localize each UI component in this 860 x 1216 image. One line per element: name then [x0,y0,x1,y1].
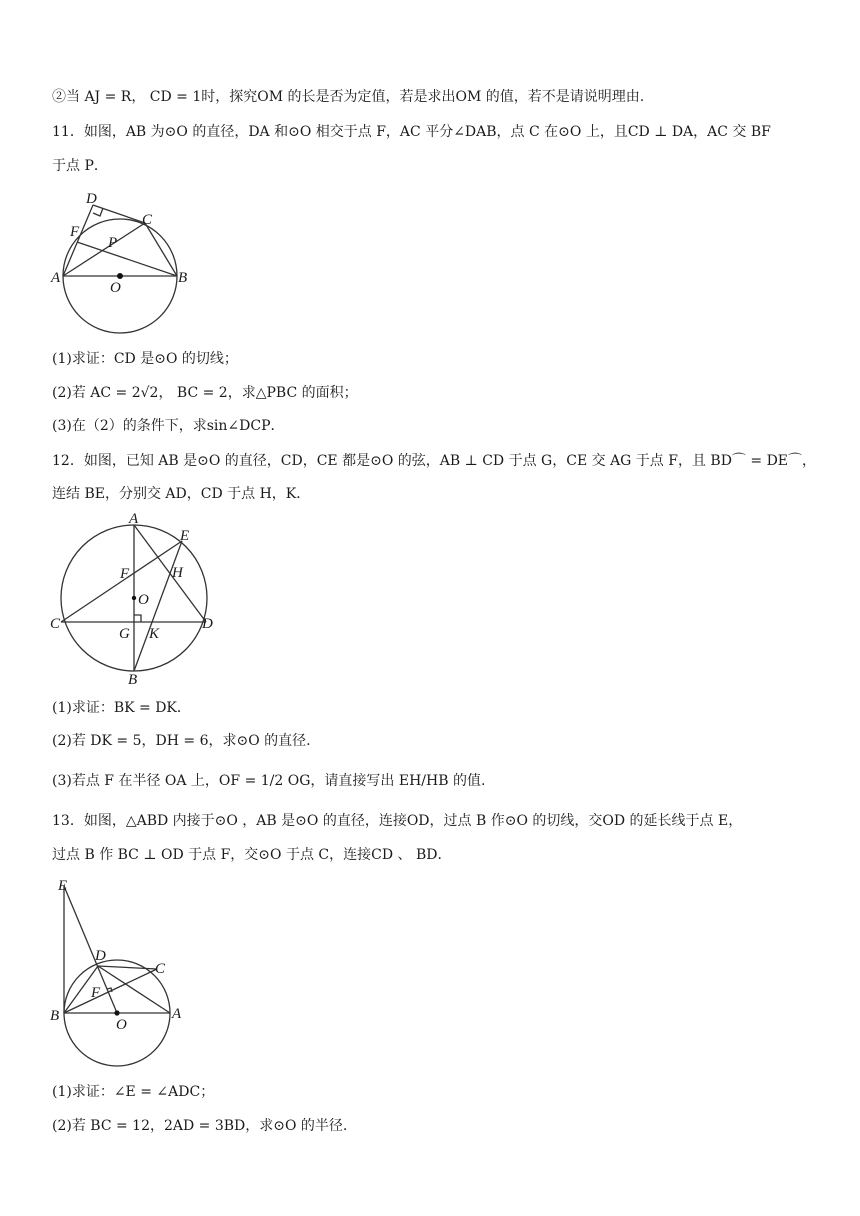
fig12-label-C: C [50,616,61,632]
fig12-label-O: O [138,592,149,608]
text-line-q12-stem-cont: 连结 BE，分别交 AD，CD 于点 H，K． [52,486,311,502]
text-line-q12-part3: (3)若点 F 在半径 OA 上，OF = 1/2 OG，请直接写出 EH/HB 的值. [52,773,486,789]
fig12-label-B: B [128,672,138,688]
fig11-label-C: C [142,212,153,228]
text-line-q13-part1: (1)求证：∠E = ∠ADC； [52,1084,215,1100]
text-line-q13-stem-cont: 过点 B 作 BC ⊥ OD 于点 F，交⊙O 于点 C，连接CD 、 BD． [52,847,452,863]
text-line-q11-stem: 11．如图，AB 为⊙O 的直径，DA 和⊙O 相交于点 F，AC 平分∠DAB，点 C 在⊙O 上，且CD ⊥ DA，AC 交 BF [52,124,771,140]
fig12-label-G: G [119,626,130,642]
fig11-label-D: D [86,191,97,207]
text-line-q12-part2: (2)若 DK = 5，DH = 6，求⊙O 的直径. [52,733,311,749]
figure-q12 [44,508,224,688]
figure-q13 [44,872,204,1072]
fig11-label-F: F [70,224,80,240]
text-line-q13-stem: 13．如图，△ABD 内接于⊙O ，AB 是⊙O 的直径，连接OD，过点 B 作⊙O 的切线，交OD 的延长线于点 E， [52,813,743,829]
text-line-q12-part1: (1)求证：BK = DK． [52,700,191,716]
text-line-q13-part2: (2)若 BC = 12，2AD = 3BD，求⊙O 的半径. [52,1118,348,1134]
fig12-label-K: K [149,626,160,642]
text-line-q11-part2: (2)若 AC = 2√2， BC = 2，求△PBC 的面积； [52,385,358,401]
fig12-label-D: D [202,616,213,632]
text-line-q11-part3: (3)在（2）的条件下，求sin∠DCP． [52,418,285,434]
fig13-label-D: D [95,948,106,964]
text-line-q11-stem-cont: 于点 P． [52,158,108,174]
fig11-label-O: O [110,280,121,296]
fig12-label-F: F [120,566,130,582]
fig11-label-A: A [51,270,61,286]
fig12-label-H: H [172,565,183,581]
fig12-label-A: A [129,511,139,527]
fig12-label-E: E [180,528,190,544]
text-line-q12-stem: 12．如图，已知 AB 是⊙O 的直径，CD，CE 都是⊙O 的弦，AB ⊥ CD 于点 G，CE 交 AG 于点 F，且 BD⌒ = DE⌒， [52,453,817,469]
fig13-label-E: E [58,878,68,894]
figure-q11 [44,186,204,336]
fig11-label-P: P [108,235,118,251]
text-line-q10-part2: ②当 AJ = R， CD = 1时，探究OM 的长是否为定值，若是求出OM 的值，若不是请说明理由. [52,89,645,105]
text-line-q11-part1: (1)求证：CD 是⊙O 的切线； [52,351,238,367]
fig13-label-O: O [116,1017,127,1033]
fig13-label-F: F [91,985,101,1001]
fig13-label-C: C [155,961,166,977]
fig13-label-B: B [50,1008,60,1024]
fig13-label-A: A [172,1006,182,1022]
fig11-label-B: B [178,270,188,286]
